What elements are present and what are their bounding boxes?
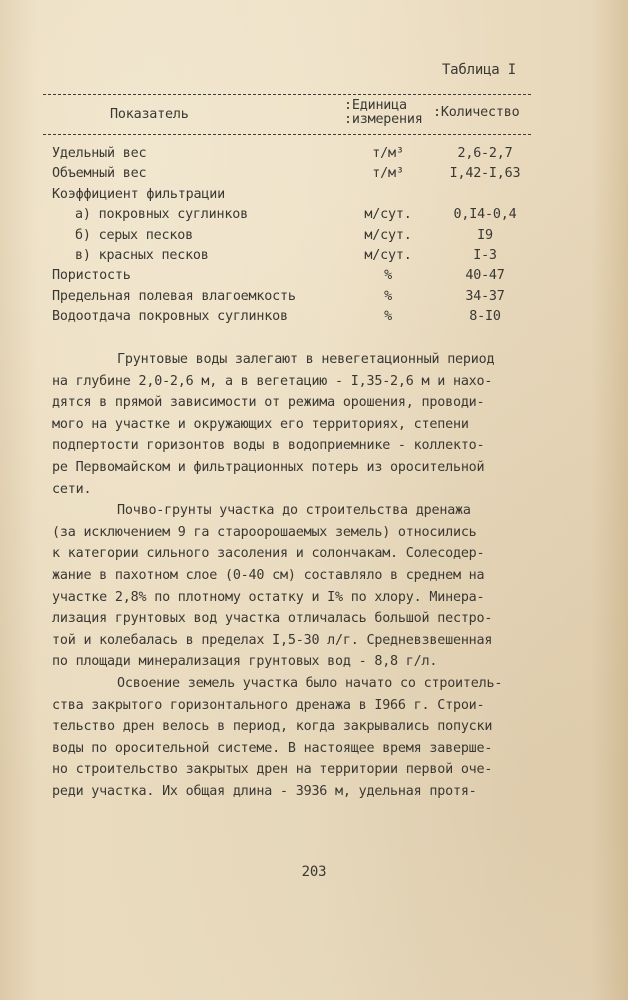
text-line: лизация грунтовых вод участка отличалась большой пестро- xyxy=(52,611,493,627)
text-line: подпертости горизонтов воды в водоприемнике - коллекто- xyxy=(52,438,485,454)
row-value: I,42-I,63 xyxy=(449,166,521,182)
body-text xyxy=(52,349,542,802)
row-name: Предельная полевая влагоемкость xyxy=(52,288,296,304)
row-unit: % xyxy=(384,288,392,304)
row-value: 0,I4-0,4 xyxy=(453,207,517,223)
text-line: мого на участке и окружающих его территориях, степени xyxy=(52,416,469,432)
table-row xyxy=(0,246,628,266)
row-unit: м/сут. xyxy=(364,247,412,263)
text-line: ства закрытого горизонтального дренажа в I966 г. Строи- xyxy=(52,697,485,713)
row-value: 40-47 xyxy=(465,268,505,284)
table-top-rule xyxy=(43,94,531,95)
row-name: Удельный вес xyxy=(52,146,147,161)
text-line: жание в пахотном слое (0-40 см) составляло в среднем на xyxy=(52,567,485,583)
row-value: 34-37 xyxy=(465,288,505,304)
table-row xyxy=(0,307,628,327)
table-row xyxy=(0,266,628,286)
text-line: той и колебалась в пределах I,5-30 л/г. Средневзвешенная xyxy=(52,632,493,648)
header-quantity: :Количество xyxy=(433,105,520,120)
row-unit: % xyxy=(384,309,392,325)
row-name: Объемный вес xyxy=(52,166,147,182)
row-name: а) покровных суглинков xyxy=(75,207,248,223)
table-row xyxy=(0,144,628,164)
header-unit-line2: :измерения xyxy=(344,112,423,127)
row-unit: т/м³ xyxy=(372,166,404,182)
page-number: 203 xyxy=(301,864,327,880)
text-line: Почво-грунты участка до строительства дренажа xyxy=(117,503,471,519)
text-line: реди участка. Их общая длина - 3936 м, удельная протя- xyxy=(52,783,477,799)
header-unit-line1: :Единица xyxy=(344,98,407,113)
text-line: по площади минерализация грунтовых вод - 8,8 г/л. xyxy=(52,654,438,670)
row-name: Водоотдача покровных суглинков xyxy=(52,309,288,325)
text-line: Грунтовые воды залегают в невегетационный период xyxy=(117,352,495,367)
text-line: участке 2,8% по плотному остатку и I% по хлору. Минера- xyxy=(52,589,485,605)
table-body xyxy=(0,144,628,328)
row-value: I9 xyxy=(477,227,493,243)
text-line: сети. xyxy=(52,481,92,497)
table-row xyxy=(0,226,628,246)
row-value: I-3 xyxy=(473,247,497,263)
text-line: (за исключением 9 га староорошаемых земель) относились xyxy=(52,524,477,540)
row-name: б) серых песков xyxy=(75,227,193,243)
table-row xyxy=(0,185,628,205)
row-value: 2,6-2,7 xyxy=(457,146,513,161)
row-unit: м/сут. xyxy=(364,207,412,223)
table-row xyxy=(0,287,628,307)
text-line: но строительство закрытых дрен на территории первой оче- xyxy=(52,762,493,778)
row-unit: т/м³ xyxy=(372,146,404,161)
table-row xyxy=(0,205,628,225)
row-unit: % xyxy=(384,268,392,284)
text-line: на глубине 2,0-2,6 м, а в вегетацию - I,35-2,6 м и нахо- xyxy=(52,373,493,389)
text-line: ре Первомайском и фильтрационных потерь из оросительной xyxy=(52,459,485,475)
text-line: дятся в прямой зависимости от режима орошения, проводи- xyxy=(52,395,485,411)
table-row xyxy=(0,164,628,184)
row-unit: м/сут. xyxy=(364,227,412,243)
row-name: Коэффициент фильтрации xyxy=(52,186,225,202)
row-value: 8-I0 xyxy=(469,309,501,325)
row-name: в) красных песков xyxy=(75,247,209,263)
text-line: тельство дрен велось в период, когда закрывались попуски xyxy=(52,719,493,735)
text-line: к категории сильного засоления и солончакам. Солесодер- xyxy=(52,546,485,562)
text-line: воды по оросительной системе. В настоящее время заверше- xyxy=(52,740,493,756)
table-label: Таблица I xyxy=(441,62,516,78)
table-header-rule xyxy=(43,134,531,135)
text-line: Освоение земель участка было начато со строитель- xyxy=(117,675,503,691)
row-name: Пористость xyxy=(52,268,131,284)
header-unit xyxy=(344,99,423,127)
header-indicator: Показатель xyxy=(110,107,189,122)
